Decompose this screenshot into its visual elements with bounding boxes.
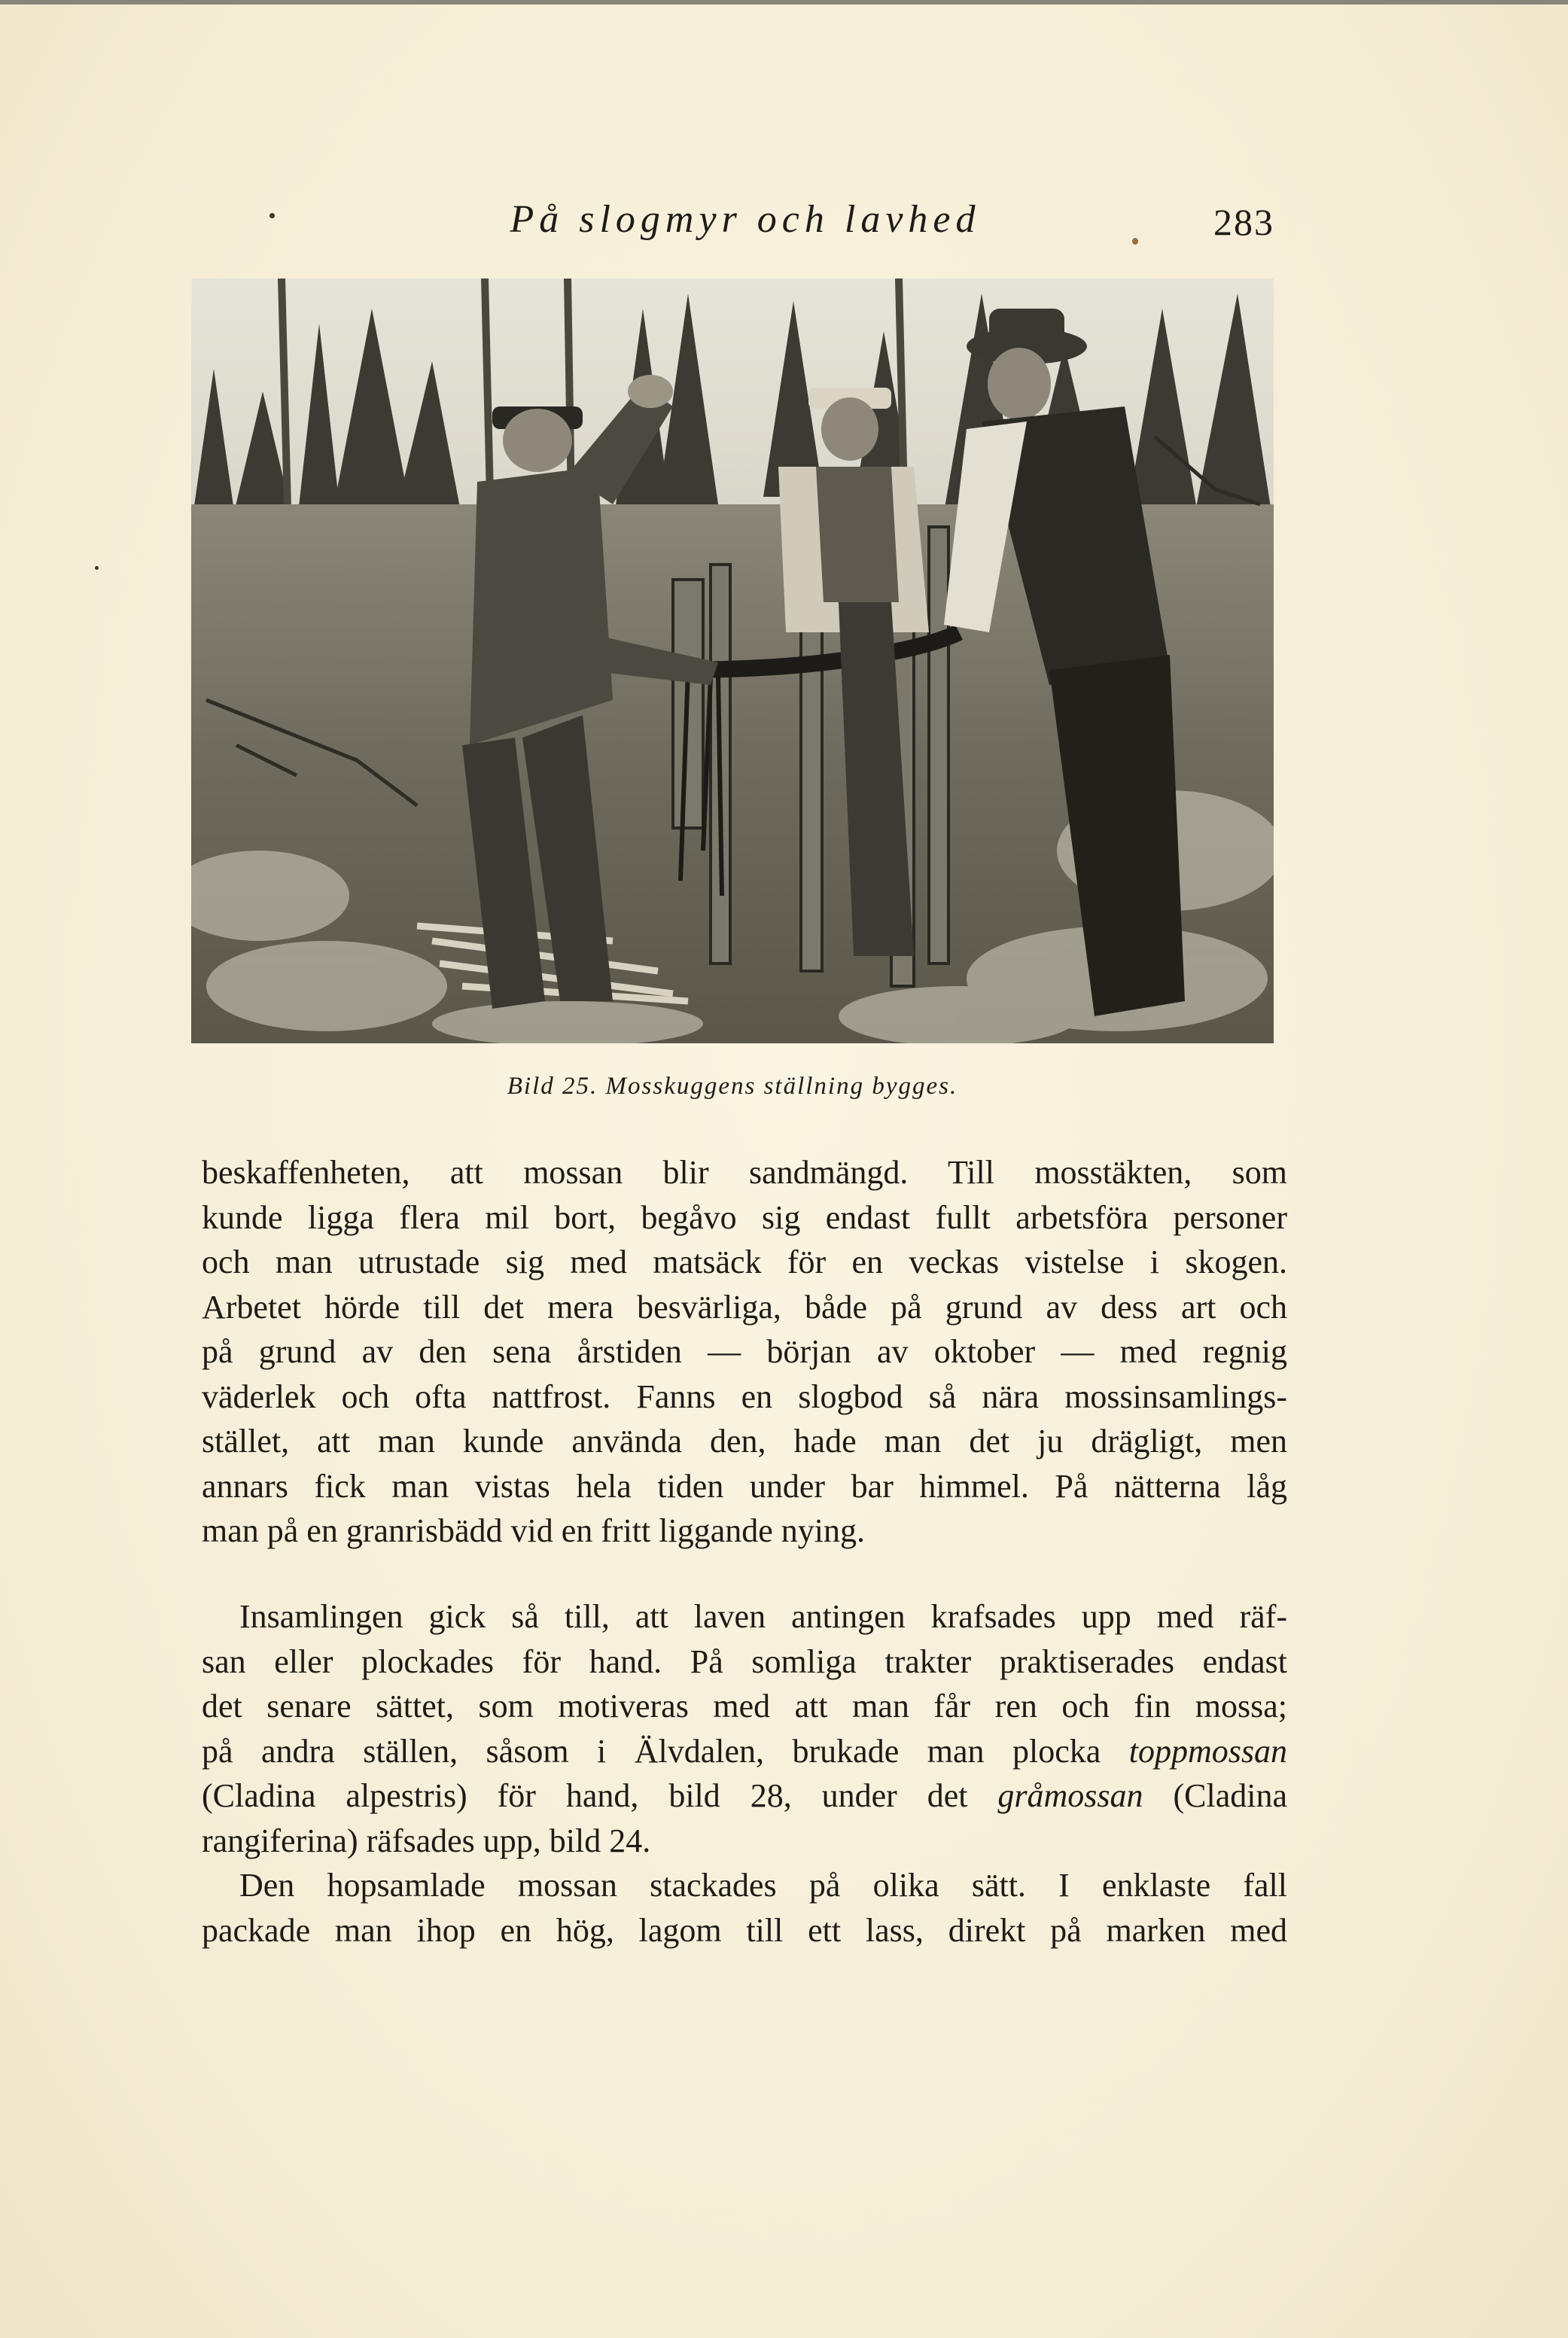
- print-speck: [269, 213, 275, 218]
- photo-illustration: [191, 279, 1274, 1043]
- text-line: Den hopsamlade mossan stackades på olika sätt. I enklaste fall: [239, 1867, 1287, 1904]
- text-line: annars fick man vistas hela tiden under bar himmel. På nätterna låg: [202, 1467, 1287, 1505]
- species-name: toppmossan: [1128, 1732, 1287, 1770]
- text-line: på grund av den sena årstiden — början av oktober — med regnig: [202, 1333, 1287, 1370]
- species-name: gråmossan: [997, 1777, 1143, 1814]
- text-segment: på andra ställen, såsom i Älvdalen, brukade man plocka: [202, 1732, 1129, 1770]
- text-line: rangiferina) räfsades upp, bild 24.: [202, 1822, 651, 1859]
- text-line: kunde ligga flera mil bort, begåvo sig endast fullt arbetsföra personer: [202, 1198, 1287, 1236]
- print-speck: [95, 566, 99, 570]
- caption-text: Mosskuggens ställning bygges.: [605, 1073, 958, 1100]
- photograph: [191, 279, 1274, 1043]
- text-line: Arbetet hörde till det mera besvärliga, både på grund av dess art och: [202, 1288, 1287, 1326]
- text-line: [202, 1729, 1287, 1774]
- text-segment: (Cladina: [1143, 1777, 1287, 1814]
- text-line: stället, att man kunde använda den, hade man det ju drägligt, men: [202, 1423, 1287, 1460]
- print-speck: [1132, 238, 1138, 245]
- text-line: packade man ihop en hög, lagom till ett lass, direkt på marken med: [202, 1911, 1287, 1949]
- paragraph-2: [202, 1594, 1287, 1863]
- figure-caption: [191, 1073, 1274, 1101]
- text-line: beskaffenheten, att mossan blir sandmängd. Till mosstäkten, som: [202, 1154, 1287, 1191]
- paragraph-1: [202, 1150, 1287, 1554]
- text-line: och man utrustade sig med matsäck för en veckas vistelse i skogen.: [202, 1244, 1287, 1280]
- running-title: På slogmyr och lavhed: [510, 198, 981, 241]
- text-line: Insamlingen gick så till, att laven antingen krafsades upp med räf-: [239, 1598, 1287, 1635]
- text-line: man på en granrisbädd vid en fritt liggande nying.: [202, 1512, 865, 1549]
- text-line: väderlek och ofta nattfrost. Fanns en slogbod så nära mossinsamlings-: [202, 1378, 1287, 1415]
- text-segment: (Cladina alpestris) för hand, bild 28, under det: [202, 1777, 998, 1814]
- paragraph-3: [202, 1863, 1287, 1953]
- text-line: det senare sättet, som motiveras med att man får ren och fin mossa;: [202, 1688, 1287, 1725]
- text-line: san eller plockades för hand. På somliga trakter praktiserades endast: [202, 1642, 1287, 1680]
- page-top-edge: [0, 0, 1568, 5]
- page-number: 283: [1213, 201, 1274, 243]
- text-line: [202, 1773, 1287, 1819]
- caption-label: Bild 25.: [507, 1073, 598, 1100]
